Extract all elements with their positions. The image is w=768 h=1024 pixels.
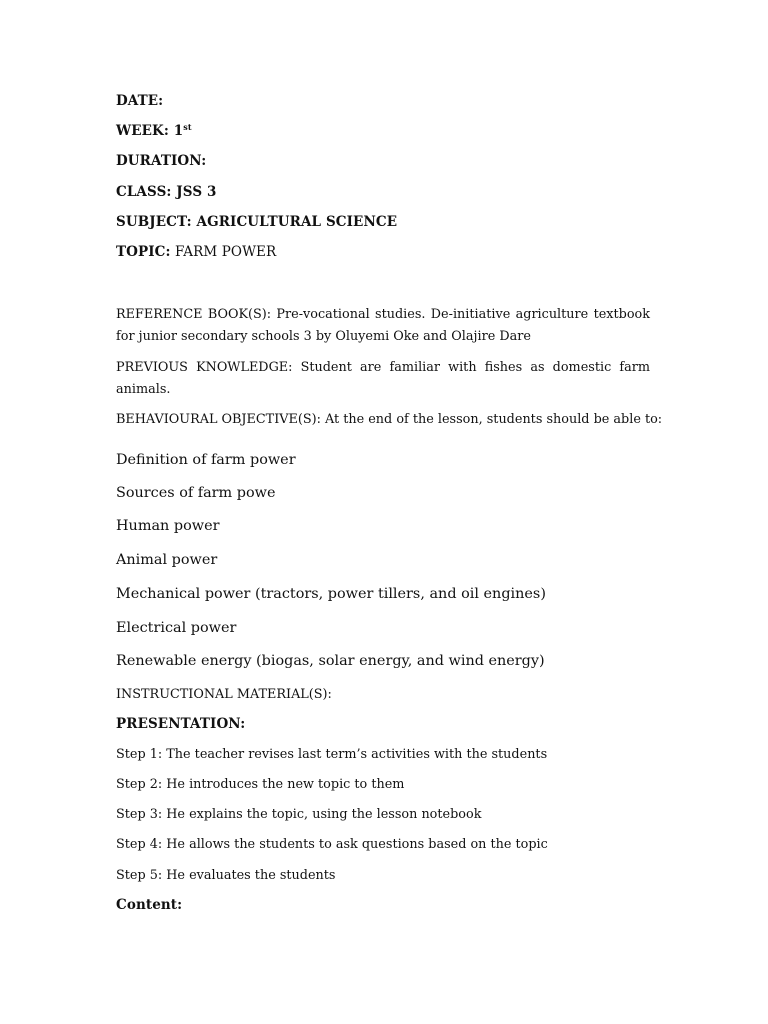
objective-item: Renewable energy (biogas, solar energy, and wind energy) [116, 653, 545, 669]
date-label: DATE: [116, 93, 164, 109]
subject-label: SUBJECT: AGRICULTURAL SCIENCE [116, 214, 398, 230]
content-heading: Content: [116, 897, 183, 913]
instructional-materials: INSTRUCTIONAL MATERIAL(S): [116, 687, 332, 702]
reference-books: REFERENCE BOOK(S): Pre-vocational studies. De-initiative agriculture textbook for junior secondary schools 3 by Oluyemi Oke and Olajire Dare [116, 307, 650, 344]
presentation-step: Step 2: He introduces the new topic to them [116, 777, 405, 792]
class-label: CLASS: JSS 3 [116, 184, 217, 200]
week-label [116, 123, 192, 139]
week-ordinal-suffix: st [183, 122, 192, 132]
objective-item: Definition of farm power [116, 452, 296, 468]
objective-item: Human power [116, 518, 220, 534]
presentation-step: Step 3: He explains the topic, using the lesson notebook [116, 807, 482, 822]
presentation-step: Step 4: He allows the students to ask questions based on the topic [116, 837, 548, 852]
behavioural-objectives-heading: BEHAVIOURAL OBJECTIVE(S): At the end of the lesson, students should be able to: [116, 412, 663, 427]
objective-item: Sources of farm powe [116, 485, 276, 501]
topic-label: TOPIC: [116, 244, 171, 260]
objective-item: Mechanical power (tractors, power tillers, and oil engines) [116, 586, 546, 602]
previous-knowledge: PREVIOUS KNOWLEDGE: Student are familiar with fishes as domestic farm animals. [116, 360, 650, 397]
topic-value: FARM POWER [170, 244, 277, 260]
objective-item: Electrical power [116, 620, 237, 636]
topic-line [116, 244, 276, 260]
presentation-heading: PRESENTATION: [116, 716, 246, 732]
objective-item: Animal power [116, 552, 218, 568]
duration-label: DURATION: [116, 153, 207, 169]
presentation-step: Step 5: He evaluates the students [116, 868, 336, 883]
week-text: WEEK: 1 [116, 123, 184, 139]
presentation-step: Step 1: The teacher revises last term’s activities with the students [116, 747, 548, 762]
